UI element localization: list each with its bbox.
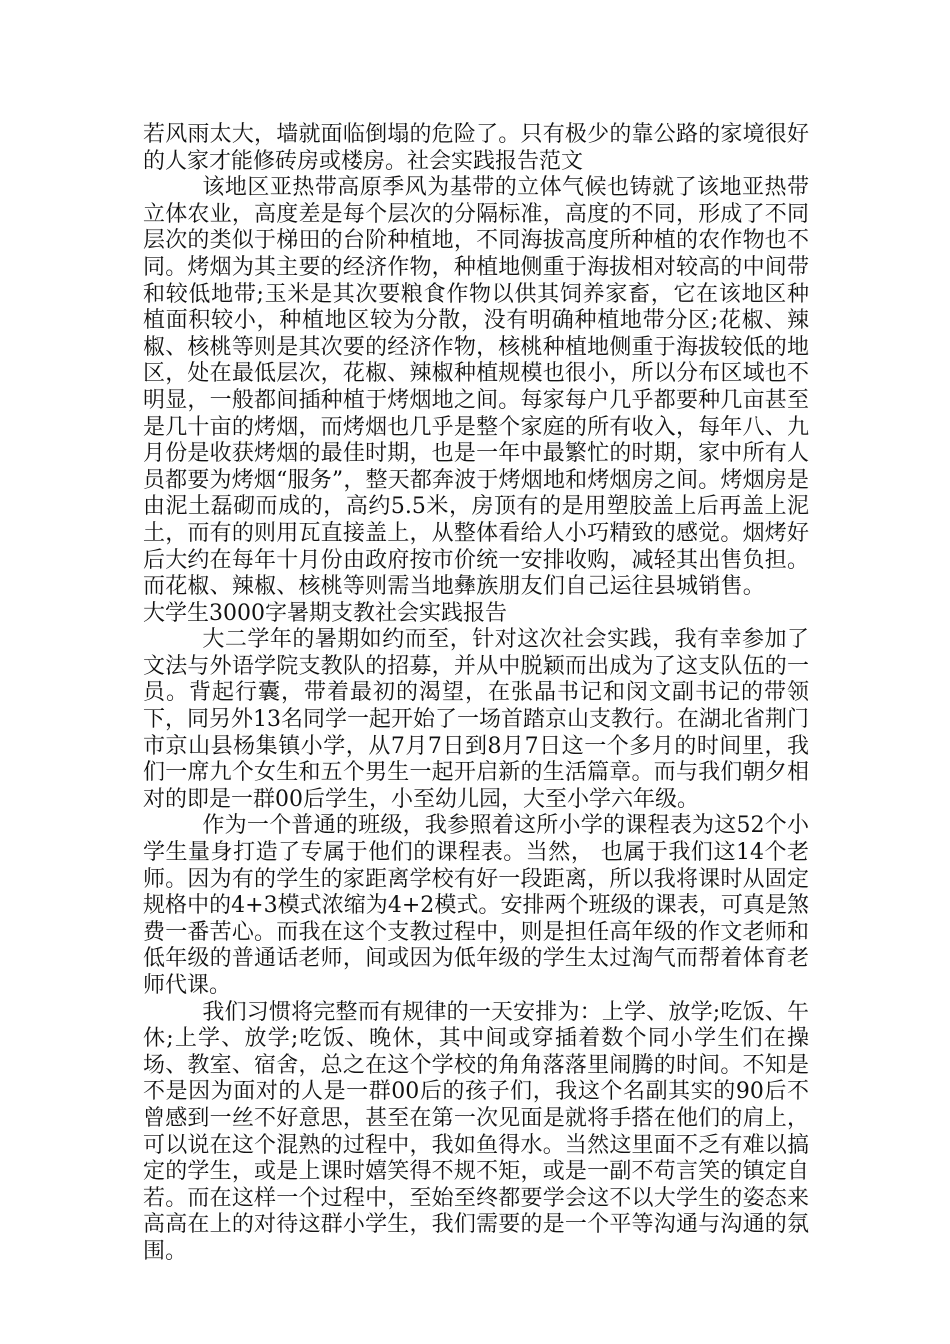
paragraph-2-text: 该地区亚热带高原季风为基带的立体气候也铸就了该地亚热带立体农业，高度差是每个层次的分隔标准，高度的不同，形成了不同层次的类似于梯田的台阶种植地，不同海拔高度所种植的农作物也不同。烤烟为其主要的经济作物，种植地侧重于海拔相对较高的中间带和较低地带;玉米是其次要粮食作物以供其饲养家畜，它在该地区种植面积较小，种植地区较为分散，没有明确种植地带分区;花椒、辣椒、核桃等则是其次要的经济作物，核桃种植地侧重于海拔较低的地区，处在最低层次，花椒、辣椒种植规模也很小，所以分布区域也不明显，一般都间插种植于烤烟地之间。每家每户几乎都要种几亩甚至是几十亩的烤烟，而烤烟也几乎是整个家庭的所有收入，每年八、九月份是收获烤烟的最佳时期，也是一年中最繁忙的时期，家中所有人员都要为烤烟“服务”，整天都奔波于烤烟地和烤烟房之间。烤烟房是由泥土磊砌而成的，高约5.5米，房顶有的是用塑胶盖上后再盖上泥土，而有的则用瓦直接盖上，从整体看给人小巧精致的感觉。烟烤好后大约在每年十月份由政府按市价统一安排收购，减轻其出售负担。而花椒、辣椒、核桃等则需当地彝族朋友们自己运往县城销售。: [143, 175, 809, 600]
paragraph-3: 大二学年的暑期如约而至，针对这次社会实践，我有幸参加了文法与外语学院支教队的招募，并从中脱颖而出成为了这支队伍的一员。背起行囊，带着最初的渴望，在张晶书记和闵文副书记的带领下，同另外13名同学一起开始了一场首踏京山支教行。在湖北省荆门市京山县杨集镇小学，从7月7日到8月7日这一个多月的时间里，我们一席九个女生和五个男生一起开启新的生活篇章。而与我们朝夕相对的即是一群00后学生，小至幼儿园，大至小学六年级。: [143, 627, 809, 812]
paragraph-2: [143, 175, 809, 627]
document-body: [143, 122, 809, 1266]
paragraph-4: 作为一个普通的班级，我参照着这所小学的课程表为这52个小学生量身打造了专属于他们的课程表。当然， 也属于我们这14个老师。因为有的学生的家距离学校有好一段距离，所以我将课时从固定规格中的4+3模式浓缩为4+2模式。安排两个班级的课表，可真是煞费一番苦心。而我在这个支教过程中，则是担任高年级的作文老师和低年级的普通话老师，间或因为低年级的学生太过淘气而帮着体育老师代课。: [143, 813, 809, 998]
paragraph-1: 若风雨太大，墙就面临倒塌的危险了。只有极少的靠公路的家境很好的人家才能修砖房或楼房。社会实践报告范文: [143, 122, 809, 174]
section-heading: 大学生3000字暑期支教社会实践报告: [143, 600, 507, 626]
paragraph-5: 我们习惯将完整而有规律的一天安排为：上学、放学;吃饭、午休;上学、放学;吃饭、晚休，其中间或穿插着数个同小学生们在操场、教室、宿舍，总之在这个学校的角角落落里闹腾的时间。不知是不是因为面对的人是一群00后的孩子们，我这个名副其实的90后不曾感到一丝不好意思，甚至在第一次见面是就将手搭在他们的肩上，可以说在这个混熟的过程中，我如鱼得水。当然这里面不乏有难以搞定的学生，或是上课时嬉笑得不规不矩，或是一副不苟言笑的镇定自若。而在这样一个过程中，至始至终都要学会这不以大学生的姿态来高高在上的对待这群小学生，我们需要的是一个平等沟通与沟通的氛围。: [143, 999, 809, 1264]
